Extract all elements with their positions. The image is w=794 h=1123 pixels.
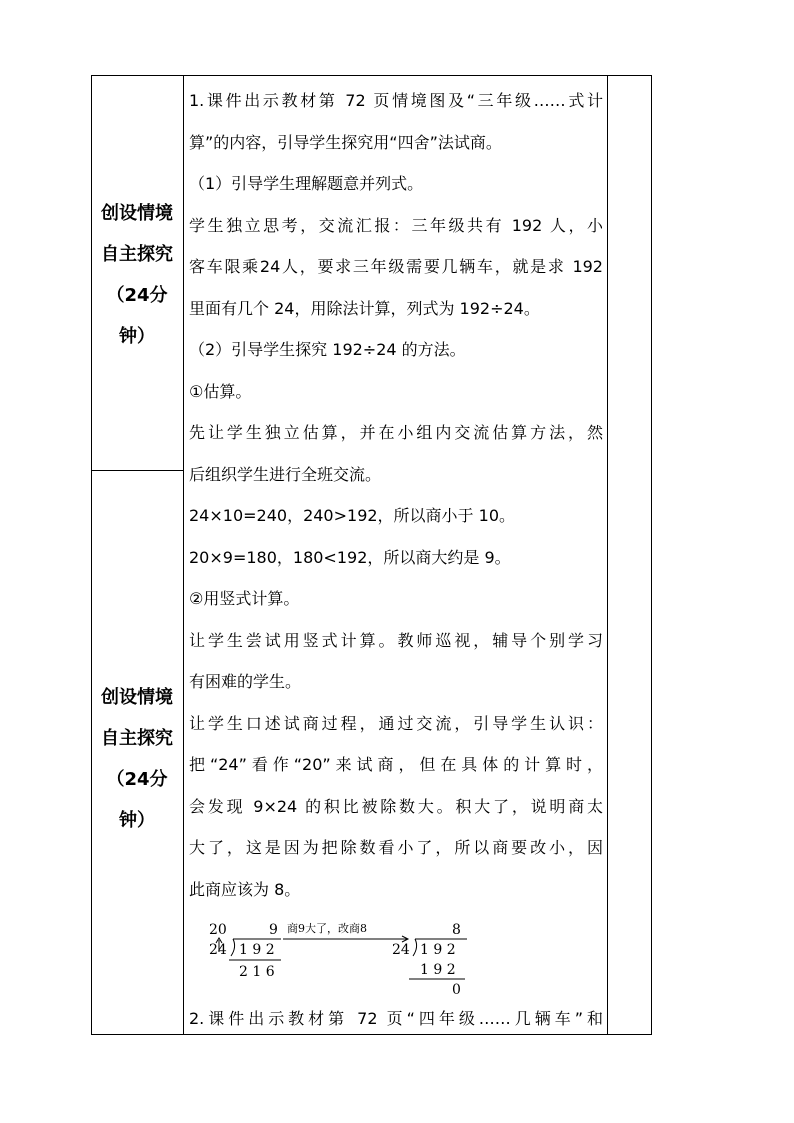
paragraph-line: 把“24”看作“20”来试商，但在具体的计算时，: [189, 755, 603, 774]
stage-label-line: 钟）: [119, 326, 155, 347]
stage-label-line: 创设情境: [101, 203, 173, 224]
paragraph-line: （2）引导学生探究 192÷24 的方法。: [189, 340, 466, 359]
table-column-divider-2: [607, 75, 608, 1035]
correction-note: 商9大了，改商8: [287, 922, 367, 935]
paragraph-line: 算”的内容，引导学生探究用“四舍”法试商。: [189, 132, 502, 152]
left-product: 2 1 6: [239, 964, 275, 980]
long-division-figure: [189, 918, 603, 996]
left-divisor: 24: [209, 942, 227, 958]
paragraph-line: 大了，这是因为把除数看小了，所以商要改小，因: [189, 838, 603, 857]
left-quotient: 9: [269, 922, 278, 938]
paragraph-line: 24×10=240，240>192，所以商小于 10。: [189, 506, 516, 525]
trial-divisor: 20: [209, 922, 227, 938]
left-division-bracket: [231, 939, 235, 956]
paragraph-line: 后组织学生进行全班交流。: [189, 464, 382, 484]
right-product: 1 9 2: [420, 962, 456, 978]
label-cell-divider: [91, 470, 183, 471]
paragraph-line: 先让学生独立估算，并在小组内交流估算方法，然: [189, 423, 603, 442]
paragraph-line: 1.课件出示教材第 72 页情境图及“三年级……式计: [189, 91, 603, 110]
right-divisor: 24: [392, 942, 410, 958]
paragraph-line: 有困难的学生。: [189, 672, 302, 691]
stage-label-upper: [91, 193, 183, 357]
paragraph-line: ①估算。: [189, 381, 252, 401]
table-right-border: [651, 75, 652, 1035]
stage-label-line: （24分: [106, 769, 168, 790]
stage-label-line: （24分: [106, 285, 168, 306]
table-top-border: [91, 75, 652, 76]
paragraph-line: （1）引导学生理解题意并列式。: [189, 174, 424, 193]
stage-label-line: 创设情境: [101, 687, 173, 708]
stage-label-line: 自主探究: [101, 728, 173, 749]
table-column-divider-1: [183, 75, 184, 1035]
stage-label-line: 自主探究: [101, 244, 173, 265]
paragraph-line: 客车限乘24人，要求三年级需要几辆车，就是求 192: [189, 257, 603, 276]
stage-label-lower: [91, 677, 183, 841]
right-division-bracket: [413, 939, 417, 956]
left-dividend: 1 9 2: [239, 942, 275, 958]
right-quotient: 8: [452, 922, 461, 938]
paragraph-line: 会发现 9×24 的积比被除数大。积大了，说明商太: [189, 796, 603, 816]
paragraph-line: 让学生口述试商过程，通过交流，引导学生认识：: [189, 713, 603, 733]
paragraph-line: 里面有几个 24，用除法计算，列式为 192÷24。: [189, 298, 540, 318]
paragraph-line: 此商应该为 8。: [189, 879, 301, 899]
paragraph-line: 让学生尝试用竖式计算。教师巡视，辅导个别学习: [189, 630, 603, 650]
right-remainder: 0: [452, 982, 461, 996]
right-dividend: 1 9 2: [420, 942, 456, 958]
stage-label-line: 钟）: [119, 810, 155, 831]
paragraph-line: 20×9=180，180<192，所以商大约是 9。: [189, 547, 511, 567]
lesson-content: [189, 80, 603, 1040]
paragraph-line: 2.课件出示教材第 72 页“四年级……几辆车”和: [189, 1009, 603, 1028]
paragraph-line: ②用竖式计算。: [189, 589, 300, 608]
paragraph-line: 学生独立思考，交流汇报：三年级共有 192 人，小: [189, 215, 603, 235]
